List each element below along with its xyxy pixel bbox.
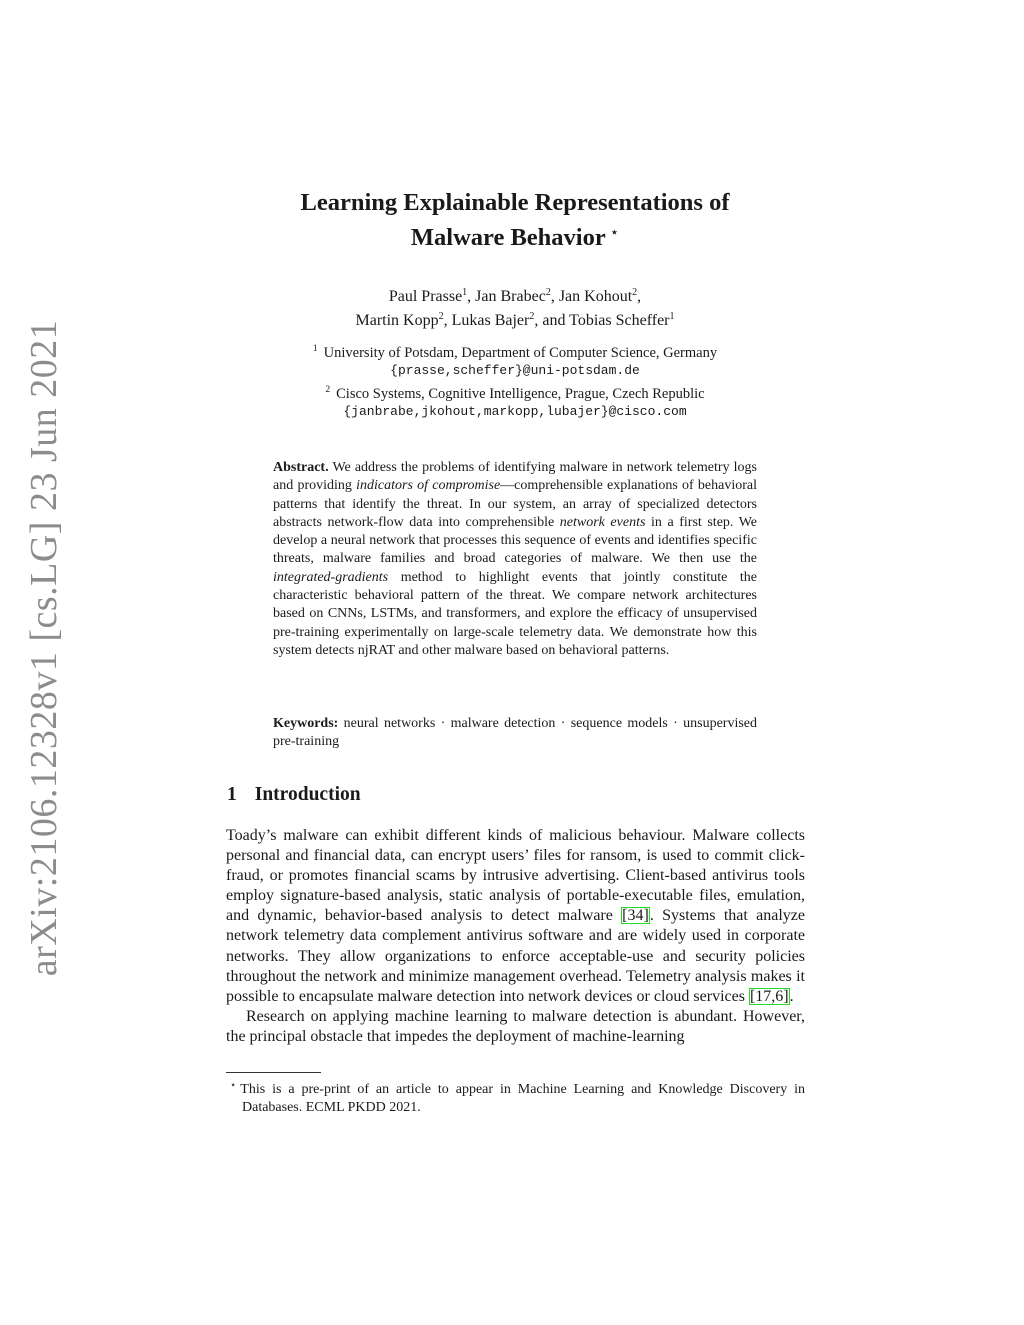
- footnote: [226, 1077, 805, 1118]
- author-name: Lukas Bajer: [451, 312, 530, 329]
- footnote-divider: [226, 1072, 321, 1073]
- affiliation-text: University of Potsdam, Department of Computer Science, Germany: [323, 345, 718, 361]
- author-conjunction: and: [542, 312, 566, 329]
- affiliation-text: Cisco Systems, Cognitive Intelligence, Prague, Czech Republic: [336, 385, 705, 402]
- affiliation-name: [0, 340, 1024, 362]
- author-affiliation-mark: 2: [632, 287, 638, 298]
- author-line-2: Martin Kopp$^2$, Lukas Bajer$^2$, and Tobias Scheffer$^1$: [355, 311, 675, 329]
- abstract-emphasis: network events: [559, 514, 646, 530]
- keywords-label: Keywords:: [273, 716, 339, 731]
- author-list: [0, 283, 1024, 331]
- abstract-text: —comprehensible explanations of behavioral patterns that identify the threat. In our system, an array of specialized detectors abstracts network-flow data into comprehensible: [273, 478, 758, 530]
- paragraph-text: .: [789, 987, 794, 1005]
- section-heading: [227, 784, 361, 806]
- affiliation-mark: 1: [312, 344, 318, 354]
- author-affiliation-mark: 1: [669, 311, 675, 322]
- author-line-1: Paul Prasse$^1$, Jan Brabec$^2$, Jan Kohout$^2$,: [388, 287, 642, 305]
- abstract-text: We address the problems of identifying malware in network telemetry logs and providing: [273, 460, 757, 494]
- paragraph-text: . Systems that analyze network telemetry data complement antivirus software and are widely used in corporate networks. They allow organizations to enforce acceptable-use and security policies throughout the network and minimize management overhead. Telemetry analysis makes it possible to encapsulate malware detection into network devices or cloud services: [226, 907, 805, 1005]
- abstract-text: method to highlight events that jointly constitute the characteristic behavioral pattern of the threat. We compare network architectures based on CNNs, LSTMs, and transformers, and explore the efficacy of unsupervised pre-training experimentally on large-scale telemetry data. We demonstrate how this system detects njRAT and other malware based on behavioral patterns.: [273, 569, 758, 658]
- author-name: Jan Brabec: [475, 288, 546, 305]
- author-affiliation-mark: 2: [529, 311, 535, 322]
- affiliation-name: [0, 381, 1024, 403]
- paper-title: [0, 188, 1024, 253]
- abstract-emphasis: integrated-gradients: [273, 569, 389, 585]
- author-name: Paul Prasse: [388, 288, 463, 305]
- paragraph-text: Toady’s malware can exhibit different kinds of malicious behaviour. Malware collects personal and financial data, can encrypt users’ files for ransom, is used to commit click-fraud, or promotes financial scams by intrusive advertising. Client-based antivirus tools employ signature-based analysis, static analysis of portable-executable files, emulation, and dynamic, behavior-based analysis to detect malware: [226, 827, 805, 925]
- citation-link[interactable]: [34]: [622, 907, 649, 925]
- abstract-text: in a first step. We develop a neural network that processes this sequence of events and identifies specific threats, malware families and broad categories of malware. We then use the: [273, 514, 758, 567]
- abstract: [273, 459, 757, 660]
- paragraph: [226, 826, 805, 1007]
- affiliation-email: {prasse,scheffer}@uni-potsdam.de: [390, 363, 640, 379]
- abstract-label: Abstract.: [273, 460, 329, 475]
- footnote-mark: ⋆: [230, 1080, 237, 1091]
- affiliation-email: {janbrabe,jkohout,markopp,lubajer}@cisco.com: [343, 403, 687, 419]
- section-number: 1: [227, 784, 237, 805]
- keywords: [273, 715, 757, 752]
- arxiv-identifier-stamp: arXiv:2106.12328v1 [cs.LG] 23 Jun 2021: [23, 319, 65, 977]
- title-line-1: Learning Explainable Representations of: [300, 189, 730, 216]
- paragraph: Research on applying machine learning to malware detection is abundant. However, the principal obstacle that impedes the deployment of machine-learning: [226, 1007, 805, 1045]
- author-name: Jan Kohout: [558, 288, 633, 305]
- keywords-text: neural networks · malware detection · sequence models · unsupervised pre-training: [273, 716, 757, 750]
- introduction-body: [226, 826, 805, 1047]
- abstract-emphasis: indicators of compromise: [356, 478, 501, 494]
- title-footnote-mark: ⋆: [609, 225, 620, 241]
- affiliation-list: [0, 340, 1024, 421]
- author-affiliation-mark: 2: [438, 311, 444, 322]
- author-affiliation-mark: 2: [545, 287, 551, 298]
- author-name: Martin Kopp: [355, 312, 439, 329]
- title-line-2-text: Malware Behavior: [410, 224, 606, 251]
- title-line-2: [0, 218, 1024, 253]
- citation-link[interactable]: [17,6]: [749, 987, 789, 1005]
- affiliation-mark: 2: [325, 384, 331, 395]
- author-name: Tobias Scheffer: [569, 312, 670, 329]
- author-affiliation-mark: 1: [462, 287, 468, 298]
- section-title: Introduction: [254, 784, 361, 805]
- footnote-text: This is a pre-print of an article to appear in Machine Learning and Knowledge Discovery in Databases. ECML PKDD 2021.: [240, 1082, 805, 1116]
